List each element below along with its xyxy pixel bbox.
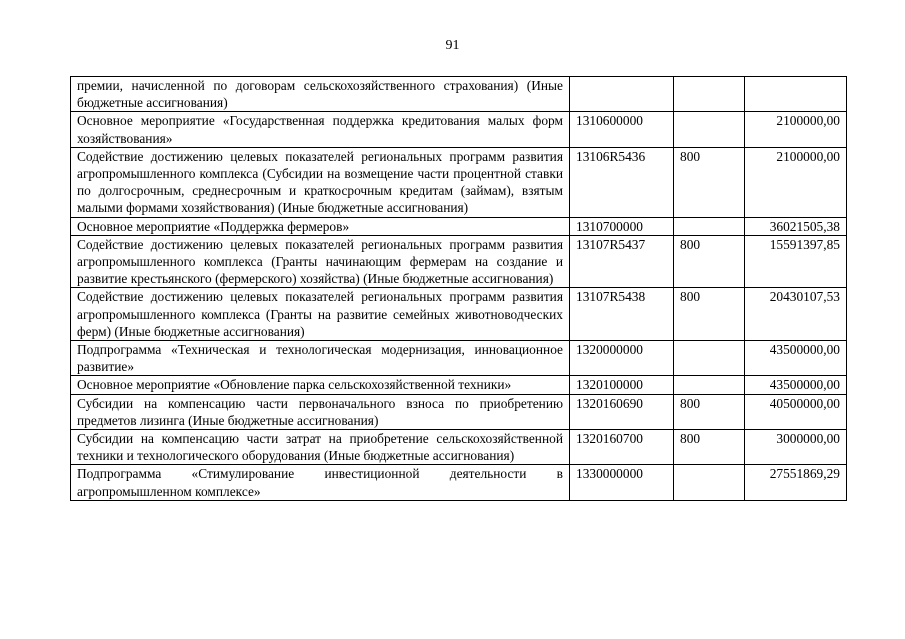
expense-type-cell: [674, 376, 745, 394]
target-code-cell: 1330000000: [570, 465, 674, 500]
amount-cell: 15591397,85: [745, 235, 847, 288]
expense-type-cell: [674, 465, 745, 500]
item-name-cell: Содействие достижению целевых показателей региональных программ развития агропромышленного комплекса (Гранты начинающим фермерам на создание и развитие крестьянского (фермерского) хозяйства) (Иные бюджетные ассигнования): [71, 235, 570, 288]
budget-table: [70, 76, 847, 501]
table-row: [71, 112, 847, 147]
table-row: [71, 235, 847, 288]
amount-cell: 20430107,53: [745, 288, 847, 341]
expense-type-cell: [674, 112, 745, 147]
target-code-cell: [570, 77, 674, 112]
budget-table-body: [71, 77, 847, 501]
expense-type-cell: 800: [674, 288, 745, 341]
expense-type-cell: 800: [674, 394, 745, 429]
amount-cell: 3000000,00: [745, 430, 847, 465]
item-name-cell: Основное мероприятие «Обновление парка сельскохозяйственной техники»: [71, 376, 570, 394]
target-code-cell: 1320100000: [570, 376, 674, 394]
target-code-cell: 1310700000: [570, 217, 674, 235]
expense-type-cell: [674, 217, 745, 235]
expense-type-cell: [674, 77, 745, 112]
page-number: 91: [445, 38, 460, 53]
item-name-cell: премии, начисленной по договорам сельскохозяйственного страхования) (Иные бюджетные ассигнования): [71, 77, 570, 112]
target-code-cell: 13107R5438: [570, 288, 674, 341]
item-name-cell: Основное мероприятие «Государственная поддержка кредитования малых форм хозяйствования»: [71, 112, 570, 147]
table-row: [71, 77, 847, 112]
item-name-cell: Основное мероприятие «Поддержка фермеров»: [71, 217, 570, 235]
target-code-cell: 1310600000: [570, 112, 674, 147]
amount-cell: 40500000,00: [745, 394, 847, 429]
table-row: [71, 376, 847, 394]
amount-cell: 2100000,00: [745, 112, 847, 147]
expense-type-cell: 800: [674, 430, 745, 465]
item-name-cell: Подпрограмма «Техническая и технологическая модернизация, инновационное развитие»: [71, 341, 570, 376]
table-row: [71, 394, 847, 429]
item-name-cell: Содействие достижению целевых показателей региональных программ развития агропромышленного комплекса (Субсидии на возмещение части процентной ставки по долгосрочным, среднесрочным и краткосрочным кредитам (займам), взятым малыми формами хозяйствования) (Иные бюджетные ассигнования): [71, 147, 570, 217]
table-row: [71, 288, 847, 341]
amount-cell: 43500000,00: [745, 376, 847, 394]
table-row: [71, 341, 847, 376]
item-name-cell: Субсидии на компенсацию части первоначального взноса по приобретению предметов лизинга (Иные бюджетные ассигнования): [71, 394, 570, 429]
item-name-cell: Подпрограмма «Стимулирование инвестиционной деятельности в агропромышленном комплексе»: [71, 465, 570, 500]
target-code-cell: 1320160700: [570, 430, 674, 465]
target-code-cell: 13106R5436: [570, 147, 674, 217]
amount-cell: [745, 77, 847, 112]
amount-cell: 27551869,29: [745, 465, 847, 500]
table-row: [71, 430, 847, 465]
expense-type-cell: [674, 341, 745, 376]
table-row: [71, 465, 847, 500]
amount-cell: 36021505,38: [745, 217, 847, 235]
table-row: [71, 217, 847, 235]
amount-cell: 43500000,00: [745, 341, 847, 376]
target-code-cell: 1320160690: [570, 394, 674, 429]
item-name-cell: Субсидии на компенсацию части затрат на приобретение сельскохозяйственной техники и технологического оборудования (Иные бюджетные ассигнования): [71, 430, 570, 465]
expense-type-cell: 800: [674, 235, 745, 288]
expense-type-cell: 800: [674, 147, 745, 217]
table-row: [71, 147, 847, 217]
target-code-cell: 13107R5437: [570, 235, 674, 288]
target-code-cell: 1320000000: [570, 341, 674, 376]
amount-cell: 2100000,00: [745, 147, 847, 217]
item-name-cell: Содействие достижению целевых показателей региональных программ развития агропромышленного комплекса (Гранты на развитие семейных животноводческих ферм) (Иные бюджетные ассигнования): [71, 288, 570, 341]
